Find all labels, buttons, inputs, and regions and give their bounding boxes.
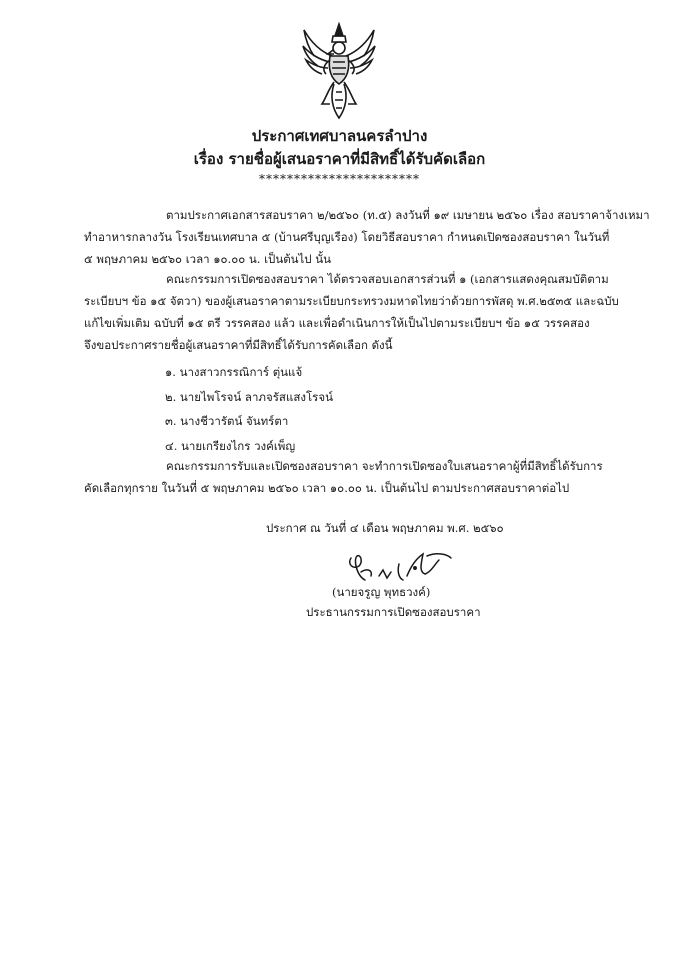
paragraph-committee [84,268,624,356]
signature-icon [343,546,455,588]
signer-role: ประธานกรรมการเปิดซองสอบราคา [306,605,481,619]
garuda-emblem-icon [300,22,378,120]
paragraph-announcement [84,204,650,270]
paragraph-line: ระเบียบฯ ข้อ ๑๕ จัตวา) ของผู้เสนอราคาตามระเบียบกระทรวงมหาดไทยว่าด้วยการพัสดุ พ.ศ.๒๕๓๕ และฉบับ [84,294,619,308]
announcement-date: ประกาศ ณ วันที่ ๔ เดือน พฤษภาคม พ.ศ. ๒๕๖๐ [266,521,504,535]
paragraph-line: แก้ไขเพิ่มเติม ฉบับที่ ๑๕ ตรี วรรคสอง แล้ว และเพื่อดำเนินการให้เป็นไปตามระเบียบฯ ข้อ ๑๕ วรรคสอง [84,316,590,330]
paragraph-line: จึงขอประกาศรายชื่อผู้เสนอราคาที่มีสิทธิ์ได้รับการคัดเลือก ดังนี้ [84,338,393,352]
paragraph-line: ๕ พฤษภาคม ๒๕๖๐ เวลา ๑๐.๐๐ น. เป็นต้นไป นั้น [84,252,331,266]
list-item: ๑. นางสาวกรรณิการ์ ตุ่นแจ้ [165,365,303,379]
paragraph-line: คณะกรรมการเปิดซองสอบราคา ได้ตรวจสอบเอกสารส่วนที่ ๑ (เอกสารแสดงคุณสมบัติตาม [166,272,609,286]
paragraph-opening-schedule [84,455,624,499]
list-item: ๓. นางชีวารัตน์ จันทร์ตา [165,414,289,428]
paragraph-line: ตามประกาศเอกสารสอบราคา ๒/๒๕๖๐ (ท.๕) ลงวันที่ ๑๙ เมษายน ๒๕๖๐ เรื่อง สอบราคาจ้างเหมา [166,208,650,222]
document-subject: เรื่อง รายชื่อผู้เสนอราคาที่มีสิทธิ์ได้รับคัดเลือก [193,150,486,168]
paragraph-line: คณะกรรมการรับและเปิดซองสอบราคา จะทำการเปิดซองใบเสนอราคาผู้ที่มีสิทธิ์ได้รับการ [166,459,603,473]
paragraph-line: คัดเลือกทุกราย ในวันที่ ๕ พฤษภาคม ๒๕๖๐ เวลา ๑๐.๐๐ น. เป็นต้นไป ตามประกาศสอบราคาต่อไป [84,481,570,495]
bidder-list [165,360,333,458]
signer-name: (นายจรูญ พุทธวงค์) [332,585,431,599]
paragraph-line: ทำอาหารกลางวัน โรงเรียนเทศบาล ๕ (บ้านศรีบุญเรือง) โดยวิธีสอบราคา กำหนดเปิดซองสอบราคา ในวันที่ [84,230,610,244]
list-item: ๒. นายไพโรจน์ ลาภจรัสแสงโรจน์ [165,389,333,404]
list-item: ๔. นายเกรียงไกร วงค์เพ็ญ [165,438,296,453]
title-separator: *********************** [259,172,420,186]
document-title: ประกาศเทศบาลนครลำปาง [251,127,428,145]
